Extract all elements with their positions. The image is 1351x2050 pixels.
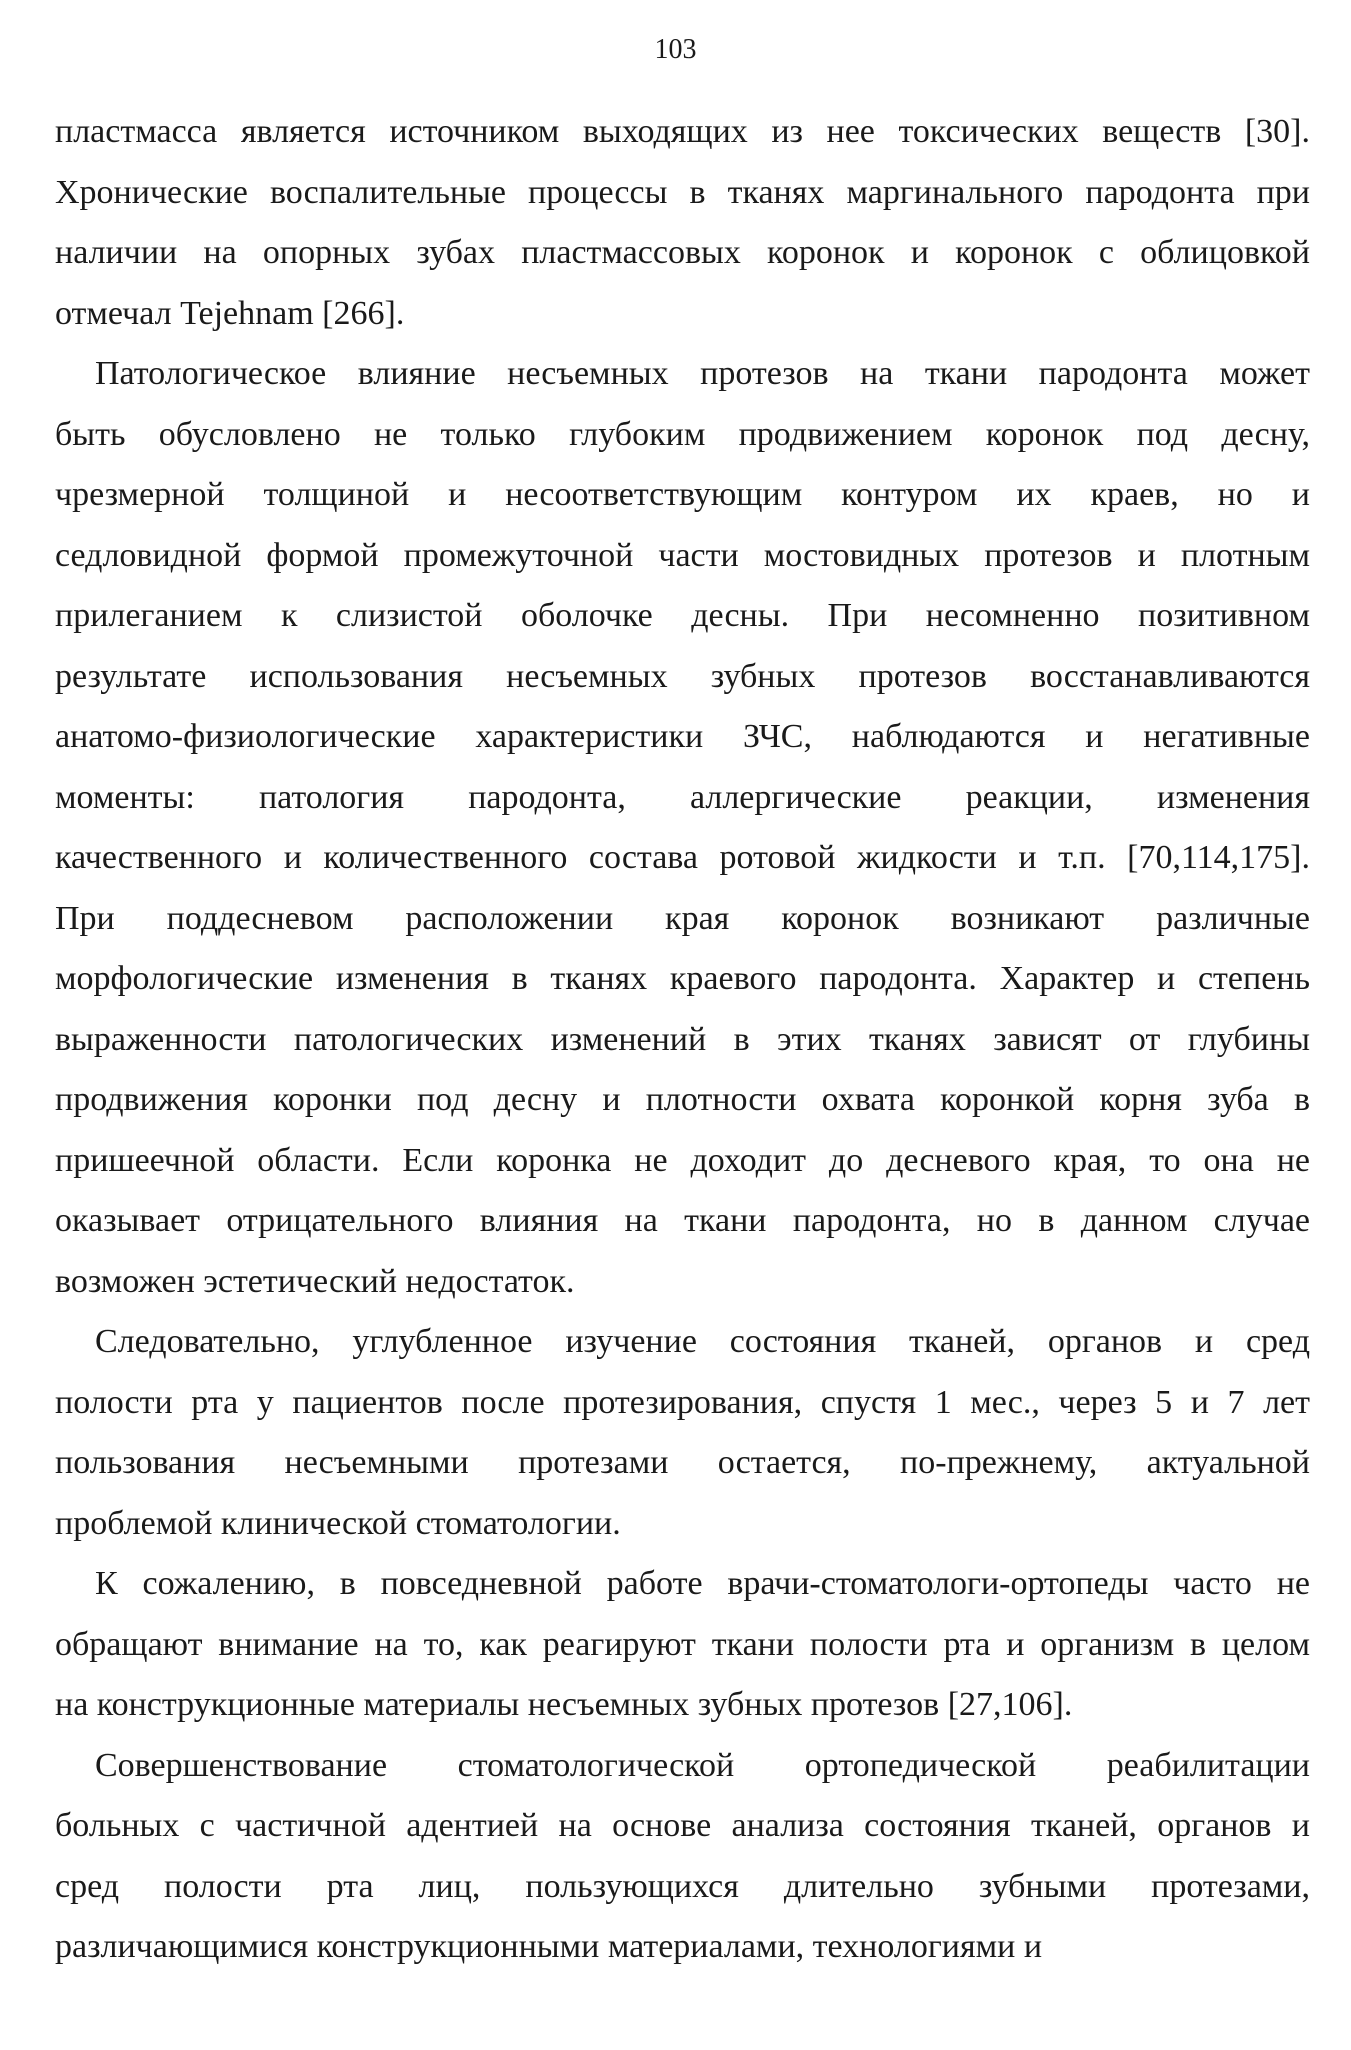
text-line: пластмасса является источником выходящих из нее токсических веществ [30]. [55,113,1310,150]
text-line: отмечал Tejehnam [266]. [55,294,405,332]
text-line: сред полости рта лиц, пользующихся длительно зубными протезами, [55,1867,1310,1905]
text-line: обращают внимание на то, как реагируют ткани полости рта и организм в целом [55,1625,1310,1663]
text-line: При поддесневом расположении края коронок возникают различные [55,899,1310,937]
text-line: результате использования несъемных зубных протезов восстанавливаются [55,657,1310,695]
text-line: пользования несъемными протезами остается, по-прежнему, актуальной [55,1444,1310,1481]
text-line: Совершенствование стоматологической ортопедической реабилитации [95,1746,1310,1784]
text-line: морфологические изменения в тканях краевого пародонта. Характер и степень [55,960,1310,997]
text-line: на конструкционные материалы несъемных зубных протезов [27,106]. [55,1686,1073,1723]
text-line: чрезмерной толщиной и несоответствующим контуром их краев, но и [55,476,1310,513]
text-line: продвижения коронки под десну и плотности охвата коронкой корня зуба в [55,1081,1310,1118]
paragraph [55,344,1310,1312]
text-line: прилеганием к слизистой оболочке десны. При несомненно позитивном [55,597,1310,634]
paragraph [55,1554,1310,1736]
text-line: пришеечной области. Если коронка не доходит до десневого края, то она не [55,1141,1310,1179]
text-line: моменты: патология пародонта, аллергические реакции, изменения [55,778,1310,816]
text-line: оказывает отрицательного влияния на ткани пародонта, но в данном случае [55,1202,1310,1239]
text-line: быть обусловлено не только глубоким продвижением коронок под десну, [55,415,1310,453]
page-number: 103 [654,34,697,65]
text-line: возможен эстетический недостаток. [55,1262,575,1300]
text-line: Патологическое влияние несъемных протезов на ткани пародонта может [95,355,1310,392]
text-line: К сожалению, в повседневной работе врачи-стоматологи-ортопеды часто не [95,1565,1310,1602]
text-line: качественного и количественного состава ротовой жидкости и т.п. [70,114,175]. [55,839,1310,876]
text-line: Следовательно, углубленное изучение состояния тканей, органов и сред [95,1323,1310,1360]
text-line: больных с частичной адентией на основе анализа состояния тканей, органов и [55,1807,1310,1844]
text-line: Хронические воспалительные процессы в тканях маргинального пародонта при [55,173,1310,211]
text-line: анатомо-физиологические характеристики ЗЧС, наблюдаются и негативные [55,718,1310,755]
text-line: полости рта у пациентов после протезирования, спустя 1 мес., через 5 и 7 лет [55,1383,1310,1421]
text-line: различающимися конструкционными материалами, технологиями и [55,1928,1043,1965]
text-line: проблемой клинической стоматологии. [55,1504,621,1542]
text-line: наличии на опорных зубах пластмассовых коронок и коронок с облицовкой [55,234,1310,271]
text-line: седловидной формой промежуточной части мостовидных протезов и плотным [55,536,1310,574]
text-line: выраженности патологических изменений в этих тканях зависят от глубины [55,1020,1310,1058]
paragraph [55,1736,1310,1978]
paragraph [55,102,1310,344]
paragraph [55,1312,1310,1554]
document-body [55,102,1310,1978]
